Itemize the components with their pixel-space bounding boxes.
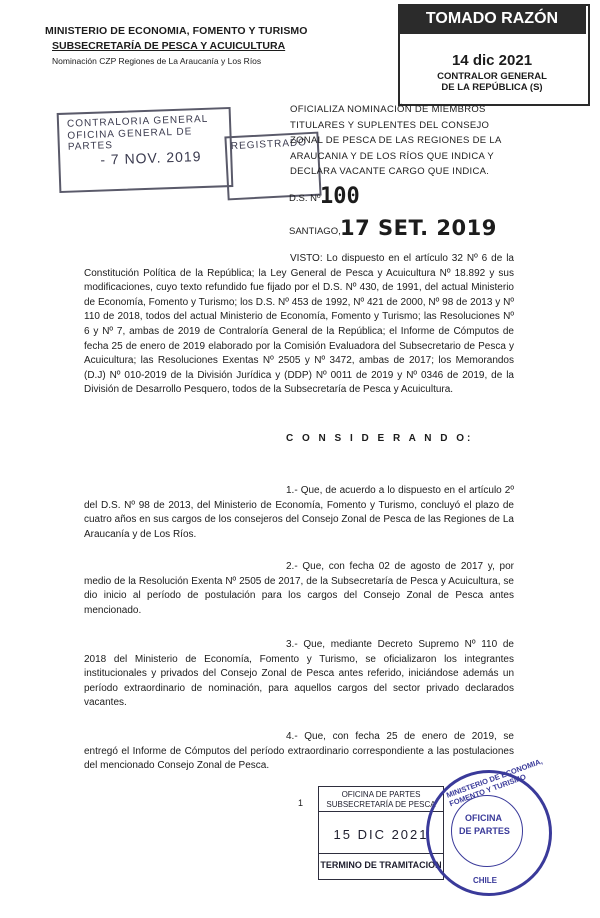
santiago-label: SANTIAGO,: [289, 226, 341, 237]
registrado-label: REGISTRADO: [230, 137, 308, 153]
contralor-line-2: DE LA REPÚBLICA (S): [441, 82, 543, 93]
considerando-heading: C O N S I D E R A N D O:: [286, 433, 474, 444]
termino-tramitacion-label: TERMINO DE TRAMITACION: [319, 853, 443, 870]
oficina-date: 15 DIC 2021: [333, 827, 429, 842]
tomado-razon-date: 14 dic 2021: [451, 52, 533, 69]
tomado-razon-title: TOMADO RAZÓN: [398, 4, 586, 34]
stamp-partes-line-2: OFICINA GENERAL DE PARTES: [67, 126, 193, 153]
oficina-line-1: OFICINA DE PARTES: [341, 790, 421, 799]
ministerio-heading: MINISTERIO DE ECONOMIA, FOMENTO Y TURISMO: [45, 25, 308, 37]
contralor-line-1: CONTRALOR GENERAL: [437, 71, 547, 82]
ds-label: D.S. Nº: [289, 193, 321, 204]
considerando-paragraph-4: 4.- Que, con fecha 25 de enero de 2019, se entregó el Informe de Cómputos del período extraordinario correspondiente a las postulaciones del mencionado Consejo Zonal de Pesca.: [84, 731, 514, 772]
seal-bottom-text: CHILE: [473, 876, 497, 885]
decree-date: 17 SET. 2019: [340, 216, 497, 240]
decree-number: 100: [320, 184, 360, 209]
seal-center-line-1: OFICINA: [465, 813, 502, 823]
oficina-line-2: SUBSECRETARÍA DE PESCA: [319, 800, 443, 812]
subsecretaria-heading: SUBSECRETARÍA DE PESCA Y ACUICULTURA: [52, 40, 286, 52]
stamp-partes-date: - 7 NOV. 2019: [100, 148, 202, 168]
seal-ring-text: MINISTERIO DE ECONOMIA, FOMENTO Y TURISMO: [445, 756, 544, 809]
considerando-paragraph-3: 3.- Que, mediante Decreto Supremo Nº 110 de 2018 del Ministerio de Economía, Fomento y Turismo, se oficializaron los integrantes institucionales y privados del Consejo Zonal de Pesca antes referido, iniciándose además un período extraordinario de nominación, para aquellos cargos del sector privado declarados vacantes.: [84, 639, 514, 709]
nominacion-subheading: Nominación CZP Regiones de La Araucanía y Los Ríos: [52, 56, 262, 66]
visto-paragraph: VISTO: Lo dispuesto en el artículo 32 Nº 6 de la Constitución Política de la República; la Ley General de Pesca y Acuicultura Nº 18.892 y sus modificaciones, cuyo texto refundido fue fijado por el D.S. Nº 430, de 1991, del actual Ministerio de Economía, Fomento y Turismo; los D.S. Nº 453 de 1992, Nº 421 de 2000, Nº 98 de 2013 y Nº 110 de 2018, todos del actual Ministerio de Economía, Fomento y Turismo; las Resoluciones Nº 6 y Nº 7, ambas de 2019 de Contraloría General de la República; el Informe de Cómputos de fecha 25 de enero de 2019 elaborado por la Comisión Evaluadora del Subsecretario de Pesca y Acuicultura; las Resoluciones Exentas Nº 2505 y Nº 3472, ambas de 2017; los Memorandos (D.J) Nº 010-2019 de la División Jurídica y (DDP) Nº 0011 de 2019 y Nº 0346 de 2019, de la División de Desarrollo Pesquero, todos de la Subsecretaría de Pesca y Acuicultura.: [84, 253, 514, 396]
seal-center-line-2: DE PARTES: [459, 826, 510, 836]
considerando-paragraph-2: 2.- Que, con fecha 02 de agosto de 2017 y, por medio de la Resolución Exenta Nº 2505 de 2017, de la Subsecretaría de Pesca y Acuicultura, se dio inicio al período de postulación para los cargos del Consejo Zonal de Pesca antes mencionado.: [84, 561, 514, 616]
considerando-paragraph-1: 1.- Que, de acuerdo a lo dispuesto en el artículo 2º del D.S. Nº 98 de 2013, del Ministerio de Economía, Fomento y Turismo, concluyó el plazo de cuatro años en sus cargos de los consejeros del Consejo Zonal de Pesca de las Regiones de La Araucanía y de Los Ríos.: [84, 485, 514, 540]
ministry-round-seal: [426, 756, 552, 896]
stamp-partes-line-1: CONTRALORIA GENERAL: [66, 113, 209, 130]
contraloria-partes-stamp: [57, 107, 234, 193]
page-number: 1: [298, 798, 304, 808]
decree-subject: OFICIALIZA NOMINACIÓN DE MIEMBROS TITULARES Y SUPLENTES DEL CONSEJO ZONAL DE PESCA DE LAS REGIONES DE LA ARAUCANIA Y DE LOS RÍOS QUE INDICA Y DECLARA VACANTE CARGO QUE INDICA.: [290, 104, 502, 177]
